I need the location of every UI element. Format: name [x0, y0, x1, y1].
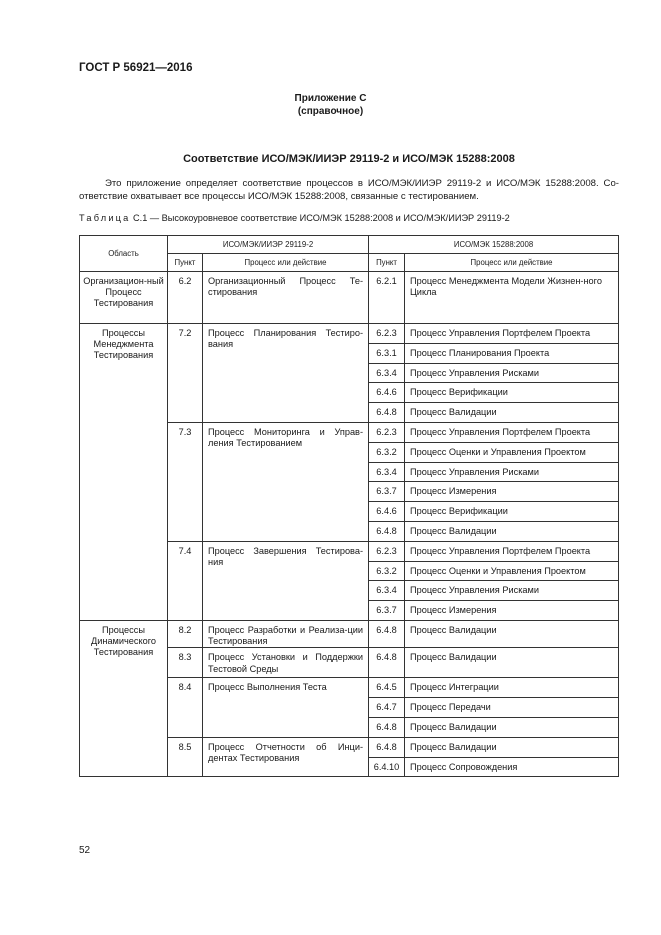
process-15288-cell: Процесс Сопровождения [405, 757, 619, 777]
area-cell: Процессы Менеджмента Тестирования [80, 324, 168, 621]
intro-paragraph [79, 178, 619, 203]
process-15288-cell: Процесс Интеграции [405, 678, 619, 698]
clause-15288-cell: 6.2.3 [369, 324, 405, 344]
process-15288-cell: Процесс Валидации [405, 521, 619, 541]
table-row [80, 620, 619, 647]
table-caption-label: Таблица [79, 213, 131, 223]
header-area: Область [80, 236, 168, 272]
header-std-15288: ИСО/МЭК 15288:2008 [369, 236, 619, 254]
clause-15288-cell: 6.3.1 [369, 343, 405, 363]
process-29119-cell: Процесс Выполнения Теста [203, 678, 369, 737]
clause-15288-cell: 6.3.2 [369, 442, 405, 462]
process-15288-cell: Процесс Валидации [405, 648, 619, 678]
table-body [80, 272, 619, 777]
table-caption-text: С.1 — Высокоуровневое соответствие ИСО/МЭК 15288:2008 и ИСО/МЭК/ИИЭР 29119-2 [133, 213, 510, 223]
clause-29119-cell: 7.3 [168, 422, 203, 541]
clause-29119-cell: 7.4 [168, 541, 203, 620]
process-15288-cell: Процесс Планирования Проекта [405, 343, 619, 363]
clause-15288-cell: 6.3.4 [369, 462, 405, 482]
area-cell: Организацион-ный Процесс Тестирования [80, 272, 168, 324]
appendix-heading [0, 92, 661, 118]
clause-15288-cell: 6.4.6 [369, 383, 405, 403]
process-15288-cell: Процесс Управления Рисками [405, 581, 619, 601]
header-process-15288: Процесс или действие [405, 254, 619, 272]
appendix-title: Приложение С [294, 93, 367, 104]
clause-15288-cell: 6.2.1 [369, 272, 405, 324]
clause-15288-cell: 6.3.7 [369, 601, 405, 621]
clause-29119-cell: 7.2 [168, 324, 203, 423]
clause-15288-cell: 6.3.7 [369, 482, 405, 502]
process-29119-cell: Процесс Разработки и Реализа-ции Тестирования [203, 620, 369, 647]
clause-15288-cell: 6.4.8 [369, 620, 405, 647]
standard-code: ГОСТ Р 56921—2016 [79, 62, 193, 74]
intro-text: Это приложение определяет соответствие процессов в ИСО/МЭК/ИИЭР 29119-2 и ИСО/МЭК 15288:2008. Со-ответствие охватывает все процессы ИСО/МЭК 15288:2008, связанные с тестированием. [79, 178, 619, 202]
clause-15288-cell: 6.3.2 [369, 561, 405, 581]
process-15288-cell: Процесс Верификации [405, 383, 619, 403]
clause-29119-cell: 6.2 [168, 272, 203, 324]
process-15288-cell: Процесс Управления Рисками [405, 462, 619, 482]
process-15288-cell: Процесс Оценки и Управления Проектом [405, 561, 619, 581]
process-15288-cell: Процесс Менеджмента Модели Жизнен-ного Цикла [405, 272, 619, 324]
process-15288-cell: Процесс Передачи [405, 698, 619, 718]
clause-15288-cell: 6.4.5 [369, 678, 405, 698]
page-number: 52 [79, 845, 91, 856]
process-29119-cell: Процесс Планирования Тестиро-вания [203, 324, 369, 423]
clause-15288-cell: 6.2.3 [369, 422, 405, 442]
process-15288-cell: Процесс Управления Портфелем Проекта [405, 324, 619, 344]
table-row [80, 272, 619, 324]
header-process-29119: Процесс или действие [203, 254, 369, 272]
process-15288-cell: Процесс Измерения [405, 482, 619, 502]
process-15288-cell: Процесс Управления Портфелем Проекта [405, 422, 619, 442]
clause-15288-cell: 6.3.4 [369, 581, 405, 601]
process-29119-cell: Процесс Отчетности об Инци-дентах Тестирования [203, 737, 369, 777]
clause-15288-cell: 6.4.8 [369, 521, 405, 541]
process-15288-cell: Процесс Валидации [405, 717, 619, 737]
clause-15288-cell: 6.4.10 [369, 757, 405, 777]
process-15288-cell: Процесс Валидации [405, 620, 619, 647]
clause-15288-cell: 6.4.8 [369, 403, 405, 423]
clause-29119-cell: 8.5 [168, 737, 203, 777]
section-heading: Соответствие ИСО/МЭК/ИИЭР 29119-2 и ИСО/МЭК 15288:2008 [183, 153, 515, 165]
process-29119-cell: Процесс Установки и Поддержки Тестовой Среды [203, 648, 369, 678]
process-15288-cell: Процесс Оценки и Управления Проектом [405, 442, 619, 462]
process-15288-cell: Процесс Управления Портфелем Проекта [405, 541, 619, 561]
header-std-29119: ИСО/МЭК/ИИЭР 29119-2 [168, 236, 369, 254]
clause-29119-cell: 8.2 [168, 620, 203, 647]
header-clause-29119: Пункт [168, 254, 203, 272]
clause-15288-cell: 6.3.4 [369, 363, 405, 383]
table-row [80, 324, 619, 344]
clause-15288-cell: 6.4.8 [369, 737, 405, 757]
process-15288-cell: Процесс Валидации [405, 403, 619, 423]
process-29119-cell: Процесс Мониторинга и Управ-ления Тестированием [203, 422, 369, 541]
header-clause-15288: Пункт [369, 254, 405, 272]
clause-29119-cell: 8.4 [168, 678, 203, 737]
clause-15288-cell: 6.4.8 [369, 648, 405, 678]
process-15288-cell: Процесс Управления Рисками [405, 363, 619, 383]
area-cell: Процессы Динамического Тестирования [80, 620, 168, 776]
correspondence-table [79, 235, 619, 777]
process-15288-cell: Процесс Верификации [405, 502, 619, 522]
clause-15288-cell: 6.2.3 [369, 541, 405, 561]
clause-15288-cell: 6.4.7 [369, 698, 405, 718]
process-29119-cell: Процесс Завершения Тестирова-ния [203, 541, 369, 620]
clause-29119-cell: 8.3 [168, 648, 203, 678]
appendix-note: (справочное) [297, 106, 364, 117]
process-15288-cell: Процесс Валидации [405, 737, 619, 757]
process-15288-cell: Процесс Измерения [405, 601, 619, 621]
table-caption [79, 213, 510, 223]
process-29119-cell: Организационный Процесс Те-стирования [203, 272, 369, 324]
clause-15288-cell: 6.4.8 [369, 717, 405, 737]
clause-15288-cell: 6.4.6 [369, 502, 405, 522]
